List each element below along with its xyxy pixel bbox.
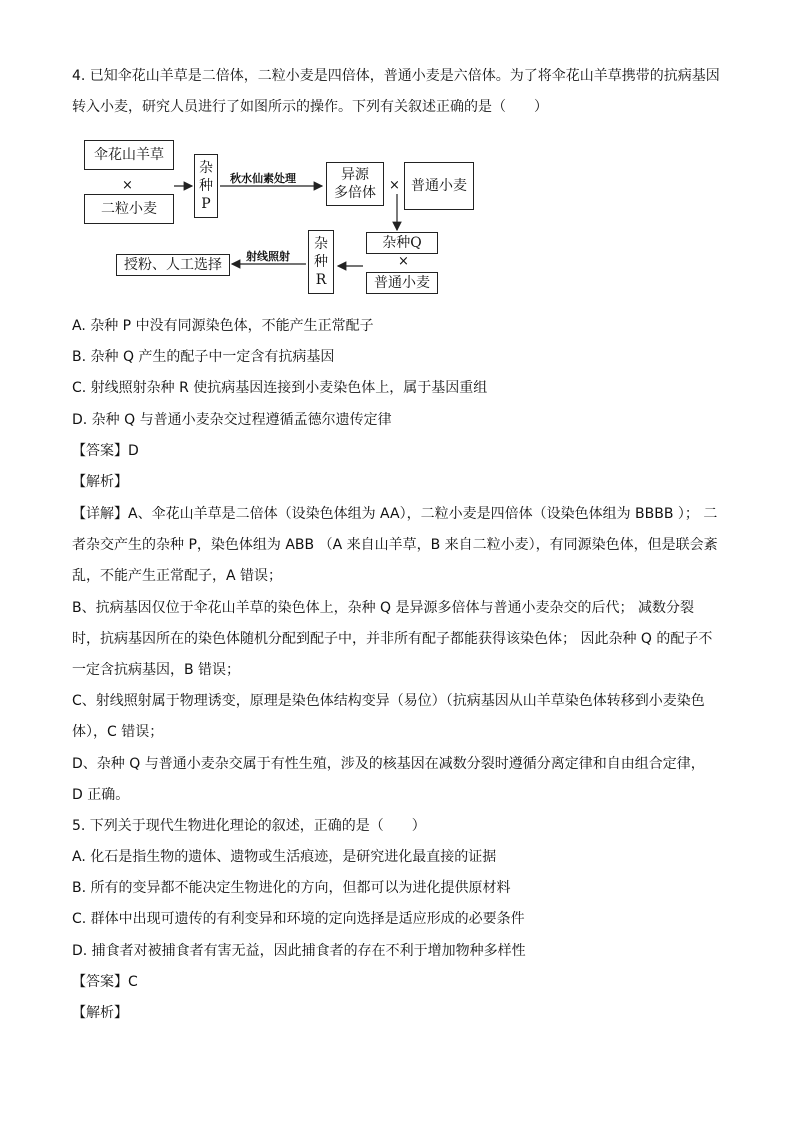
q4-analysis-line9: D、杂种 Q 与普通小麦杂交属于有性生殖，涉及的核基因在减数分裂时遵循分离定律和自由组合定律， (72, 756, 705, 772)
q4-stem-line1: 4. 已知伞花山羊草是二倍体，二粒小麦是四倍体，普通小麦是六倍体。为了将伞花山羊草携带的抗病基因 (72, 68, 720, 84)
colchicine-label: 秋水仙素处理 (230, 172, 296, 185)
polyploid-box (326, 162, 384, 206)
cross-symbol-2: × (389, 178, 400, 193)
wheat-box-1: 普通小麦 (404, 162, 474, 210)
parent2-box: 二粒小麦 (84, 194, 174, 224)
hybrid-p-box (194, 154, 218, 218)
cross-symbol-1: × (122, 178, 133, 193)
hybrid-q-box: 杂种Q (366, 232, 438, 254)
q4-analysis-line1: 【详解】A、伞花山羊草是二倍体（设染色体组为 AA），二粒小麦是四倍体（设染色体组为 BBBB ）； 二 (72, 506, 718, 522)
q4-analysis-line4: B、抗病基因仅位于伞花山羊草的染色体上，杂种 Q 是异源多倍体与普通小麦杂交的后代； 减数分裂 (72, 600, 694, 616)
hybrid-r-char1: 杂 (314, 236, 328, 252)
q4-stem-line2: 转入小麦，研究人员进行了如图所示的操作。下列有关叙述正确的是（ ） (72, 99, 548, 115)
polyploid-line1: 异源 (341, 167, 369, 183)
polyploid-line2: 多倍体 (334, 185, 376, 201)
hybrid-p-char2: 种 (199, 178, 213, 194)
q4-option-c: C. 射线照射杂种 R 使抗病基因连接到小麦染色体上，属于基因重组 (72, 380, 488, 396)
breeding-diagram (80, 134, 480, 304)
q4-analysis-line10: D 正确。 (72, 787, 130, 803)
cross-symbol-3: × (398, 254, 409, 269)
q4-analysis-line7: C、射线照射属于物理诱变，原理是染色体结构变异（易位）（抗病基因从山羊草染色体转移到小麦染色 (72, 693, 705, 709)
q4-analysis-line6: 一定含抗病基因，B 错误； (72, 662, 241, 678)
parent1-box: 伞花山羊草 (84, 140, 174, 170)
q4-option-d: D. 杂种 Q 与普通小麦杂交过程遵循孟德尔遗传定律 (72, 412, 392, 428)
q4-analysis-line8: 体），C 错误； (72, 724, 164, 740)
hybrid-r-box (308, 230, 334, 294)
q5-option-a: A. 化石是指生物的遗体、遗物或生活痕迹，是研究进化最直接的证据 (72, 849, 497, 865)
q4-answer: 【答案】D (72, 443, 139, 459)
radiation-label: 射线照射 (246, 250, 290, 263)
q4-analysis-line5: 时，抗病基因所在的染色体随机分配到配子中，并非所有配子都能获得该染色体； 因此杂种 Q 的配子不 (72, 631, 713, 647)
q5-answer: 【答案】C (72, 974, 138, 990)
q5-stem: 5. 下列关于现代生物进化理论的叙述，正确的是（ ） (72, 818, 426, 834)
q4-option-b: B. 杂种 Q 产生的配子中一定含有抗病基因 (72, 349, 335, 365)
hybrid-p-char1: 杂 (199, 160, 213, 176)
q4-analysis-line2: 者杂交产生的杂种 P，染色体组为 ABB （A 来自山羊草，B 来自二粒小麦），有同源染色体，但是联会紊 (72, 537, 718, 553)
hybrid-p-char3: P (201, 196, 211, 212)
hybrid-r-char3: R (315, 272, 327, 288)
q4-option-a: A. 杂种 P 中没有同源染色体，不能产生正常配子 (72, 318, 374, 334)
hybrid-r-char2: 种 (314, 254, 328, 270)
q5-option-d: D. 捕食者对被捕食者有害无益，因此捕食者的存在不利于增加物种多样性 (72, 943, 526, 959)
q5-analysis-title: 【解析】 (72, 1005, 128, 1021)
wheat-box-2: 普通小麦 (366, 272, 438, 294)
q5-option-c: C. 群体中出现可遗传的有利变异和环境的定向选择是适应形成的必要条件 (72, 911, 525, 927)
final-box: 授粉、人工选择 (116, 254, 230, 276)
q4-analysis-line3: 乱，不能产生正常配子，A 错误； (72, 568, 283, 584)
q5-option-b: B. 所有的变异都不能决定生物进化的方向，但都可以为进化提供原材料 (72, 880, 511, 896)
q4-analysis-title: 【解析】 (72, 474, 128, 490)
